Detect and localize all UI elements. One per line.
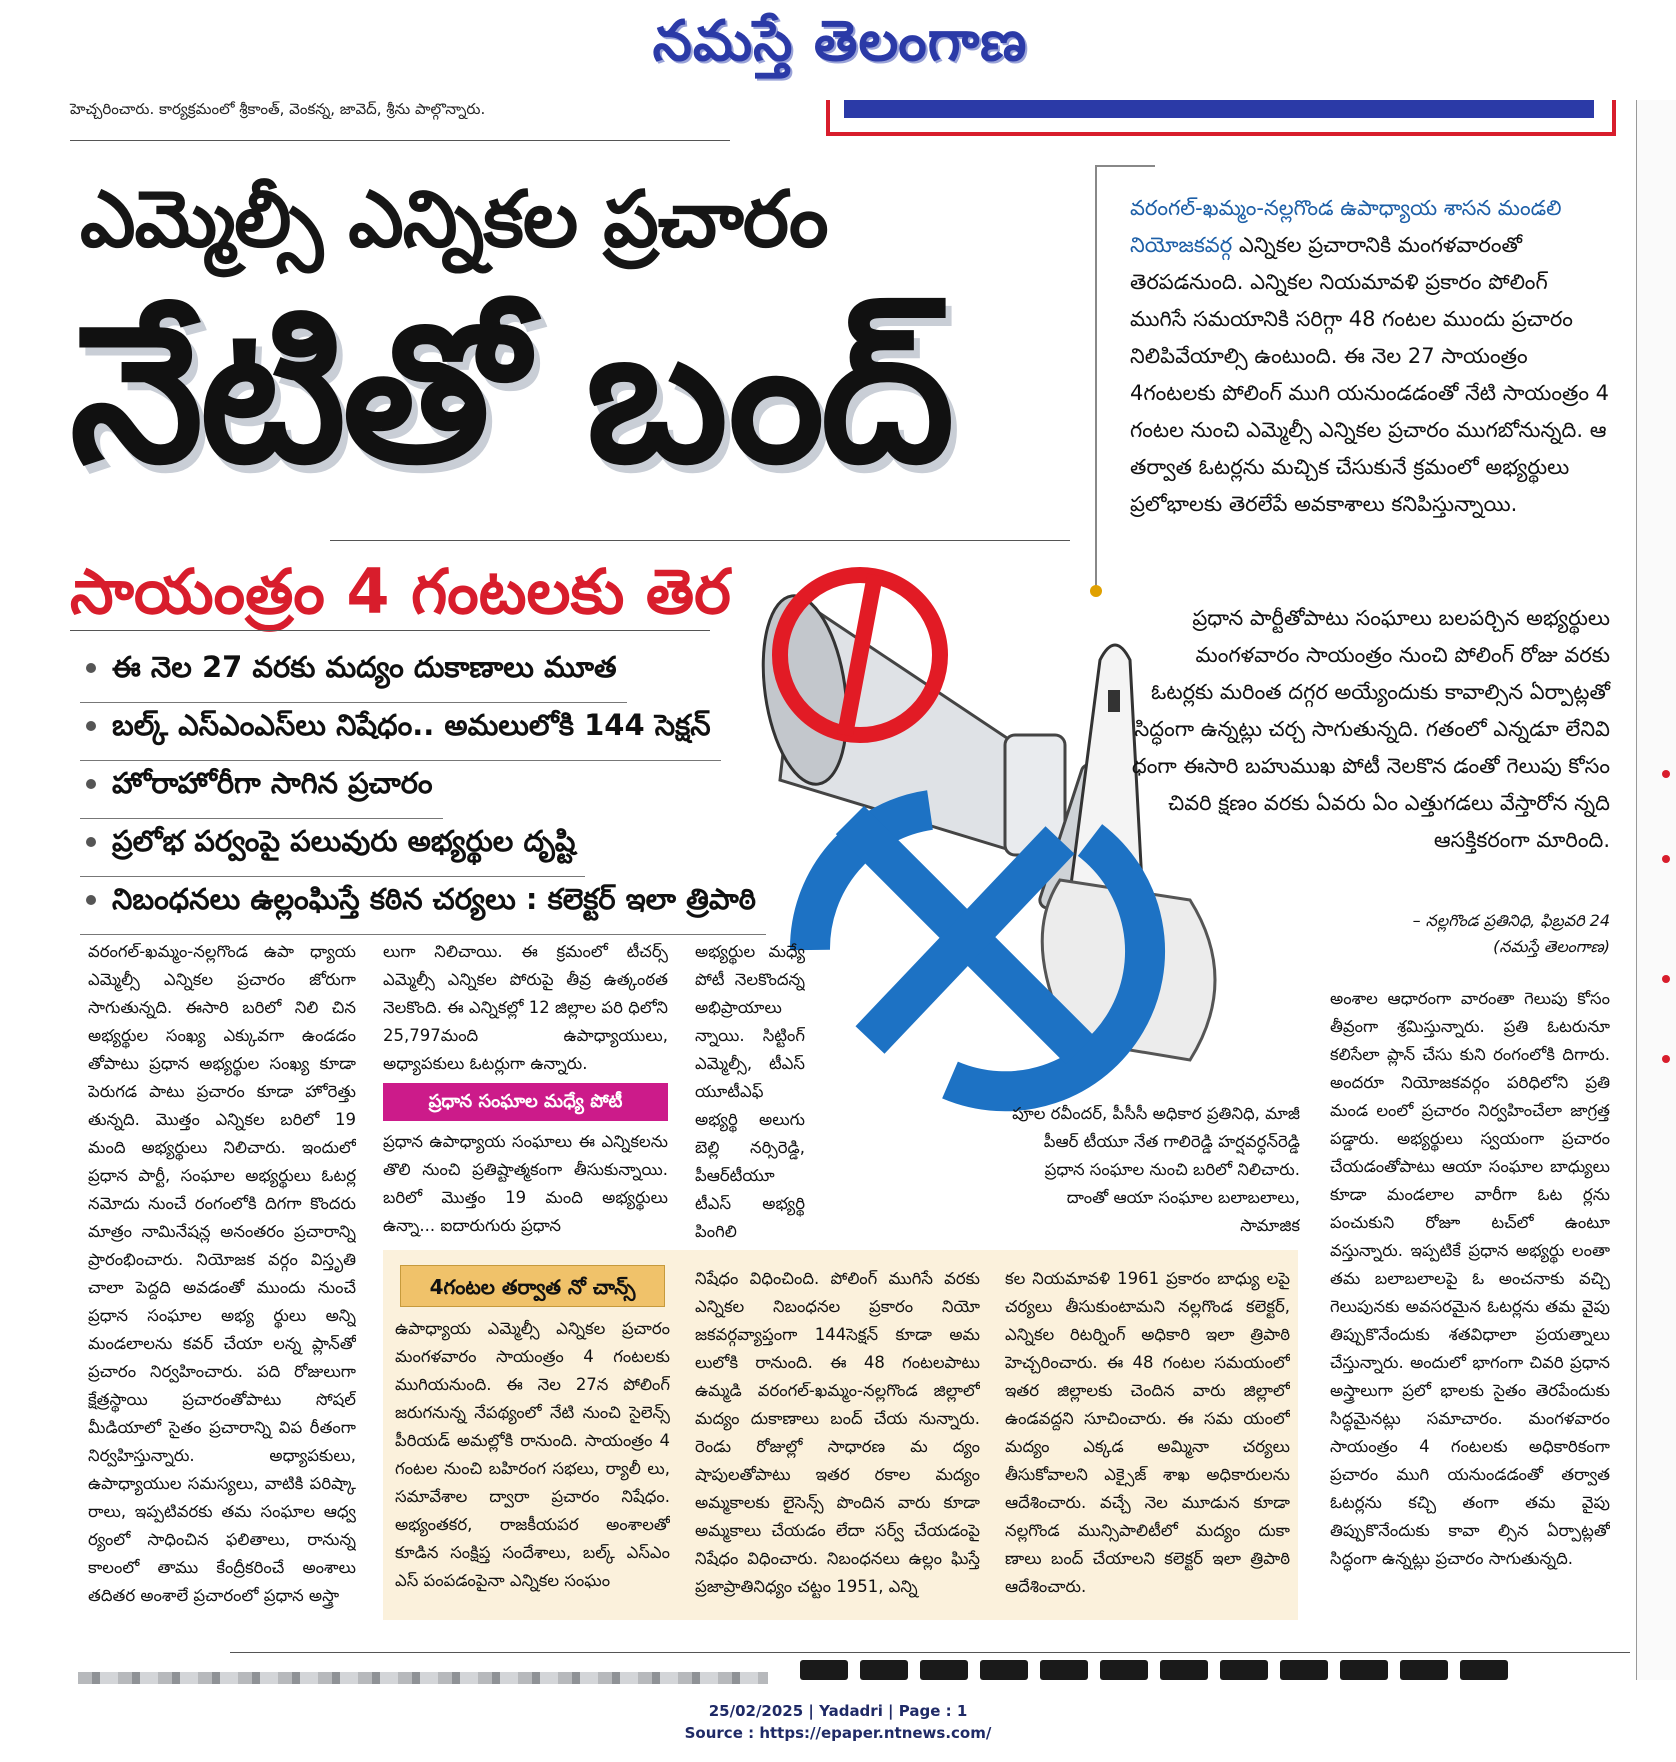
next-article-photo-strip [78,1672,768,1684]
divider [230,1652,1630,1653]
body-column-5: అంశాల ఆధారంగా వారంతా గెలుపు కోసం తీవ్రంగా శ్రమిస్తున్నారు. ప్రతి ఓటరునూ కలిసేలా ప్లాన్ చేసు కుని రంగంలోకి దిగారు. అందరూ నియోజకవర్గం పరిధిలోని ప్రతి మండ లంలో ప్రచారం నిర్వహించేలా జాగ్రత్త పడ్డారు. అభ్యర్థులు స్వయంగా ప్రచారం చేయడంతోపాటు ఆయా సంఘాల బాధ్యులు కూడా మండలాల వారీగా ఓట ర్లను పంచుకుని రోజూ టచ్‌లో ఉంటూ వస్తున్నారు. ఇప్పటికే ప్రధాన అభ్యర్థు లంతా తమ బలాబలాలపై ఓ అంచనాకు వచ్చి గెలుపునకు అవసరమైన ఓటర్లను తమ వైపు తిప్పుకొనేందుకు శతవిధాలా ప్రయత్నాలు చేస్తున్నారు. అందులో భాగంగా చివరి ప్రధాన అస్త్రాలుగా ప్రలో భాలకు సైతం తెరపేందుకు సిద్ధమైనట్లు సమాచారం. మంగళవారం సాయంత్రం 4 గంటలకు అధికారికంగా ప్రచారం ముగి యనుండడంతో తర్వాత ఓటర్లను కచ్చి తంగా తమ వైపు తిప్పుకొనేందుకు కావా ల్సిన ఏర్పాట్లతో సిద్ధంగా ఉన్నట్లు ప్రచారం సాగుతున్నది. [1330,989,1610,1568]
info-box-column-3: కల నియమావళి 1961 ప్రకారం బాధ్యు లపై చర్యలు తీసుకుంటామని నల్లగొండ కలెక్టర్, ఎన్నికల రిటర్నింగ్ అధికారి ఇలా త్రిపాఠి హెచ్చరించారు. ఈ 48 గంటల సమయంలో ఇతర జిల్లాలకు చెందిన వారు జిల్లాలో ఉండవద్దని సూచించారు. ఈ సమ యంలో మద్యం ఎక్కడ అమ్మినా చర్యలు తీసుకోవాలని ఎక్సైజ్ శాఖ అధికారులను ఆదేశించారు. వచ్చే నెల మూడున కూడా నల్లగొండ మున్సిపాలిటీలో మద్యం దుకా ణాలు బంద్ చేయాలని కలెక్టర్ ఇలా త్రిపాఠి ఆదేశించారు. [1005,1269,1290,1596]
top-banner-bar [844,100,1594,118]
intro-box-rule [1095,165,1097,590]
bullet-dot [1662,855,1670,863]
highlight-item: ఈ నెల 27 వరకు మద్యం దుకాణాలు మూత [80,645,627,703]
page-footer [0,1700,1676,1744]
highlight-item: ప్రలోభ పర్వంపై పలువురు అభ్యర్థుల దృష్టి [80,819,585,877]
intro-continued: ప్రధాన పార్టీతోపాటు సంఘాలు బలపర్చిన అభ్యర్థులు మంగళవారం సాయంత్రం నుంచి పోలింగ్ రోజు వరకు ఓటర్లకు మరింత దగ్గర అయ్యేందుకు కావాల్సిన ఏర్పాట్లతో సిద్ధంగా ఉన్నట్లు చర్చ సాగుతున్నది. గతంలో ఎన్నడూ లేనివి ధంగా ఈసారి బహుముఖ పోటీ నెలకొన డంతో గెలుపు కోసం చివరి క్షణం వరకు ఏవరు ఏం ఎత్తుగడలు వేస్తారోన న్నది ఆసక్తికరంగా మారింది. [1131,606,1610,852]
section-tag: ప్రధాన సంఘాల మధ్యే పోటీ [383,1083,668,1121]
dateline-place: – నల్లగొండ ప్రతినిధి, ఫిబ్రవరి 24 [1412,911,1610,930]
dateline [1250,908,1610,960]
adjacent-page-strip [1636,100,1676,1680]
intro-paragraph [1130,190,1610,523]
dateline-source: (నమస్తే తెలంగాణ) [1493,937,1610,956]
divider [70,140,730,141]
intro-box-rule [1095,165,1155,167]
footer-date-page: 25/02/2025 | Yadadri | Page : 1 [708,1702,968,1720]
info-box-column-2: నిషేధం విధించింది. పోలింగ్ ముగిసే వరకు ఎన్నికల నిబంధనల ప్రకారం నియో జకవర్గవ్యాప్తంగా 144సెక్షన్ కూడా అమ లులోకి రానుంది. ఈ 48 గంటలపాటు ఉమ్మడి వరంగల్-ఖమ్మం-నల్లగొండ జిల్లాలో మద్యం దుకాణాలు బంద్ చేయ నున్నారు. రెండు రోజుల్లో సాధారణ మ ద్యం షాపులతోపాటు ఇతర రకాల మద్యం అమ్మకాలకు లైసెన్స్ పొందిన వారు కూడా అమ్మకాలు చేయడం లేదా సర్వ్ చేయడంపై నిషేధం విధించారు. నిబంధనలు ఉల్లం ఘిస్తే ప్రజాప్రాతినిధ్యం చట్టం 1951, ఎన్ని [695,1269,980,1596]
bullet-dot [1662,1055,1670,1063]
previous-article-tail: హెచ్చరించారు. కార్యక్రమంలో శ్రీకాంత్, వెంకన్న, జావెద్, శ్రీను పాల్గొన్నారు. [70,100,486,118]
highlights-list [80,645,780,935]
body-column-1: వరంగల్-ఖమ్మం-నల్లగొండ ఉపా ధ్యాయ ఎమ్మెల్సీ ఎన్నికల ప్రచారం జోరుగా సాగుతున్నది. ఈసారి బరిలో నిలి చిన అభ్యర్థుల సంఖ్య ఎక్కువగా ఉండడం తోపాటు ప్రధాన అభ్యర్థుల సంఖ్య కూడా పెరుగడ పాటు ప్రచారం కూడా హోరెత్తు తున్నది. మొత్తం ఎన్నికల బరిలో 19 మంది అభ్యర్థులు నిలిచారు. ఇందులో ప్రధాన పార్టీ, సంఘాల అభ్యర్థులు ఓటర్ల నమోదు నుంచే రంగంలోకి దిగగా కొందరు మాత్రం నామినేషన్ల అనంతరం ప్రచారాన్ని ప్రారంభించారు. నియోజక వర్గం విస్తృతి చాలా పెద్దది అవడంతో ముందు నుంచే ప్రధాన సంఘాల అభ్య ర్థులు అన్ని మండలాలను కవర్ చేయా లన్న ప్లాన్‌తో ప్రచారం నిర్వహించారు. పది రోజులుగా క్షేత్రస్థాయి ప్రచారంతోపాటు సోషల్ మీడియాలో సైతం ప్రచారాన్ని విప రీతంగా నిర్వహిస్తున్నారు. అధ్యాపకులు, ఉపాధ్యాయుల సమస్యలు, వాటికి పరిష్కా రాలు, ఇప్పటివరకు తమ సంఘాల ఆధ్వ ర్యంలో సాధించిన ఫలితాలు, రానున్న కాలంలో తాము కేంద్రీకరించే అంశాలు తదితర అంశాలే ప్రచారంలో ప్రధాన అస్త్రా [88,942,356,1605]
info-box-column-1: ఉపాధ్యాయ ఎమ్మెల్సీ ఎన్నికల ప్రచారం మంగళవారం సాయంత్రం 4 గంటలకు ముగియనుంది. ఈ నెల 27న పోలింగ్ జరుగనున్న నేపథ్యంలో నేటి నుంచి సైలెన్స్ పీరియడ్ అమల్లోకి రానుంది. సాయంత్రం 4 గంటల నుంచి బహిరంగ సభలు, ర్యాలీ లు, సమావేశాల ద్వారా ప్రచారం నిషేధం. అభ్యంతకర, రాజకీయపర అంశాలతో కూడిన సంక్షిప్త సందేశాలు, బల్క్ ఎస్ఎం ఎస్ పంపడంపైనా ఎన్నికల సంఘం [395,1319,670,1590]
article-headline: నేటితో బంద్ [70,284,951,505]
highlight-item: హోరాహోరీగా సాగిన ప్రచారం [80,761,443,819]
intro-box-dot [1090,585,1102,597]
bullet-dot [1662,975,1670,983]
body-column-3: అభ్యర్థుల మధ్యే పోటీ నెలకొందన్న అభిప్రాయాలు న్నాయి. సిట్టింగ్ ఎమ్మెల్సీ, టీఎస్ యూటీఎఫ్ అభ్యర్థి అలుగు బెల్లి నర్సిరెడ్డి, పీఆర్‌టీయూ టీఎస్ అభ్యర్థి పింగిలి [695,942,805,1241]
info-box-label: 4గంటల తర్వాత నో చాన్స్ [400,1265,665,1307]
article-kicker: ఎమ్మెల్సీ ఎన్నికల ప్రచారం [80,175,828,265]
body-column-4-top: పూల రవీందర్, పీసీసీ అధికార ప్రతినిధి, మాజీ పీఆర్ టీయూ నేత గాలిరెడ్డి హర్షవర్ధన్‌రెడ్డి ప్రధాన సంఘాల నుంచి బరిలో నిలిచారు. దాంతో ఆయా సంఘాల బలాబలాలు, సామాజిక [1012,1104,1300,1235]
article-subhead: సాయంత్రం 4 గంటలకు తెర [70,555,731,628]
body-column-2-bottom: ప్రధాన ఉపాధ్యాయ సంఘాలు ఈ ఎన్నికలను తొలి నుంచి ప్రతిష్టాత్మకంగా తీసుకున్నాయి. బరిలో మొత్తం 19 మంది అభ్యర్థులు ఉన్నా... ఐదారుగురు ప్రధాన [383,1132,668,1235]
footer-source: Source : https://epaper.ntnews.com/ [684,1724,992,1742]
highlight-item: నిబంధనలు ఉల్లంఘిస్తే కఠిన చర్యలు : కలెక్టర్ ఇలా త్రిపాఠి [80,877,766,935]
highlight-item: బల్క్ ఎస్ఎంఎస్‌లు నిషేధం.. అమలులోకి 144 సెక్షన్ [80,703,721,761]
bullet-dot [1662,770,1670,778]
next-article-headline-fragment [800,1660,1630,1684]
masthead-logo: నమస్తే తెలంగాణ [652,8,1028,74]
divider [70,630,710,631]
intro-text: ఎన్నికల ప్రచారానికి మంగళవారంతో తెరపడనుంది. ఎన్నికల నియమావళి ప్రకారం పోలింగ్ ముగిసే సమయానికి సరిగ్గా 48 గంటల ముందు ప్రచారం నిలిపివేయాల్సి ఉంటుంది. ఈ నెల 27 సాయంత్రం 4గంటలకు పోలింగ్ ముగి యనుండడంతో నేటి సాయంత్రం 4 గంటల నుంచి ఎమ్మెల్సీ ఎన్నికల ప్రచారం ముగబోనున్నది. ఆ తర్వాత ఓటర్లను మచ్చిక చేసుకునే క్రమంలో అభ్యర్థులు ప్రలోభాలకు తెరలేపే అవకాశాలు కనిపిస్తున్నాయి. [1130,233,1610,516]
body-column-2-top: లుగా నిలిచాయి. ఈ క్రమంలో టీచర్స్ ఎమ్మెల్సీ ఎన్నికల పోరుపై తీవ్ర ఉత్కంఠత నెలకొంది. ఈ ఎన్నికల్లో 12 జిల్లాల పరి ధిలోని 25,797మంది ఉపాధ్యాయులు, అధ్యాపకులు ఓటర్లుగా ఉన్నారు. [383,942,668,1073]
intro-highlight: వరంగల్-ఖమ్మం-నల్లగొండ ఉపాధ్యాయ శాసన మండలి నియోజకవర్గ [1130,196,1562,257]
